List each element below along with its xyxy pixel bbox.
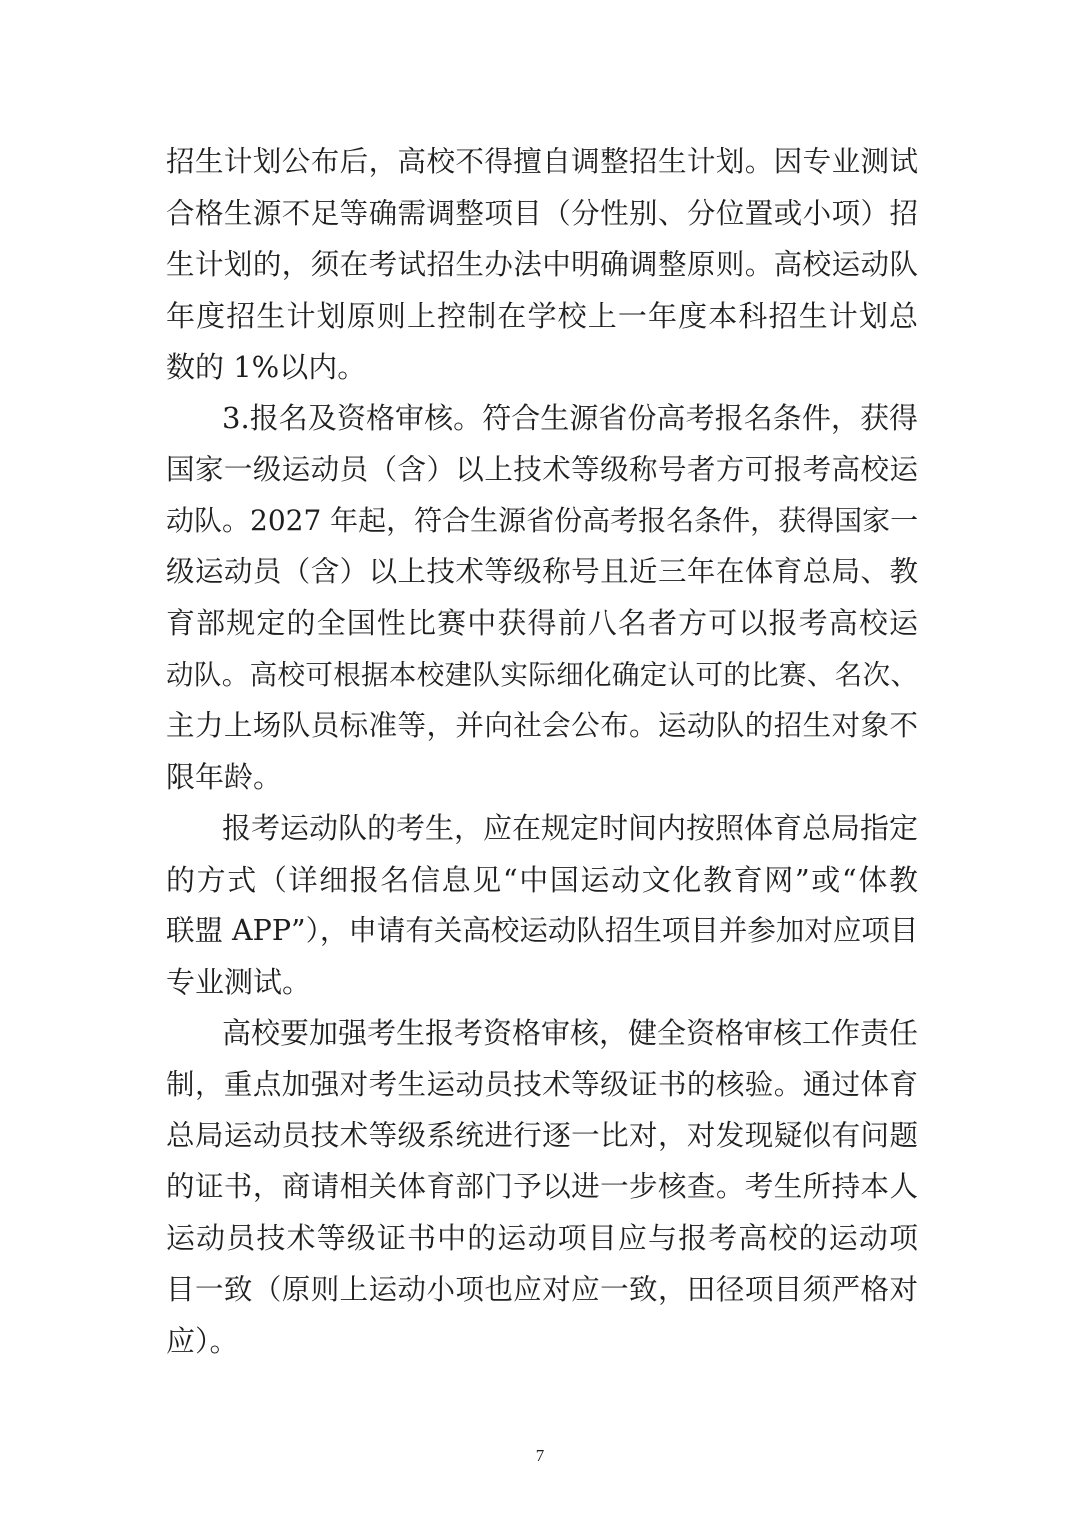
text-line: 制，重点加强对考生运动员技术等级证书的核验。通过体育 (166, 1068, 918, 1101)
text-line: 招生计划公布后，高校不得擅自调整招生计划。因专业测试 (166, 145, 918, 178)
text-line: 动队。高校可根据本校建队实际细化确定认可的比赛、名次、 (166, 659, 918, 691)
text-line: 育部规定的全国性比赛中获得前八名者方可以报考高校运 (166, 606, 918, 640)
text-line: 合格生源不足等确需调整项目（分性别、分位置或小项）招 (166, 197, 918, 230)
text-line: 高校要加强考生报考资格审核，健全资格审核工作责任 (222, 1016, 919, 1050)
text-line: 目一致（原则上运动小项也应对应一致，田径项目须严格对 (166, 1273, 918, 1306)
text-line: 动队。2027 年起，符合生源省份高考报名条件，获得国家一 (166, 504, 919, 537)
text-line: 级运动员（含）以上技术等级称号且近三年在体育总局、教 (166, 555, 918, 588)
text-line: 运动员技术等级证书中的运动项目应与报考高校的运动项 (166, 1221, 918, 1255)
text-line: 限年龄。 (166, 760, 283, 794)
text-line: 联盟 APP”），申请有关高校运动队招生项目并参加对应项目 (166, 914, 919, 947)
page-number: 7 (535, 1446, 545, 1465)
text-line: 应）。 (166, 1324, 239, 1358)
text-line: 数的 1%以内。 (166, 350, 367, 384)
text-line: 专业测试。 (166, 965, 312, 999)
text-line: 主力上场队员标准等，并向社会公布。运动队的招生对象不 (166, 709, 918, 742)
text-line: 年度招生计划原则上控制在学校上一年度本科招生计划总 (166, 299, 918, 333)
text-line: 报考运动队的考生，应在规定时间内按照体育总局指定 (222, 811, 919, 845)
text-line: 3.报名及资格审核。符合生源省份高考报名条件，获得 (222, 401, 918, 435)
text-line: 总局运动员技术等级系统进行逐一比对，对发现疑似有问题 (166, 1119, 918, 1152)
text-line: 国家一级运动员（含）以上技术等级称号者方可报考高校运 (166, 453, 918, 486)
text-line: 的方式（详细报名信息见“中国运动文化教育网”或“体教 (166, 863, 918, 897)
text-line: 的证书，商请相关体育部门予以进一步核查。考生所持本人 (166, 1170, 918, 1203)
text-line: 生计划的，须在考试招生办法中明确调整原则。高校运动队 (166, 248, 918, 281)
